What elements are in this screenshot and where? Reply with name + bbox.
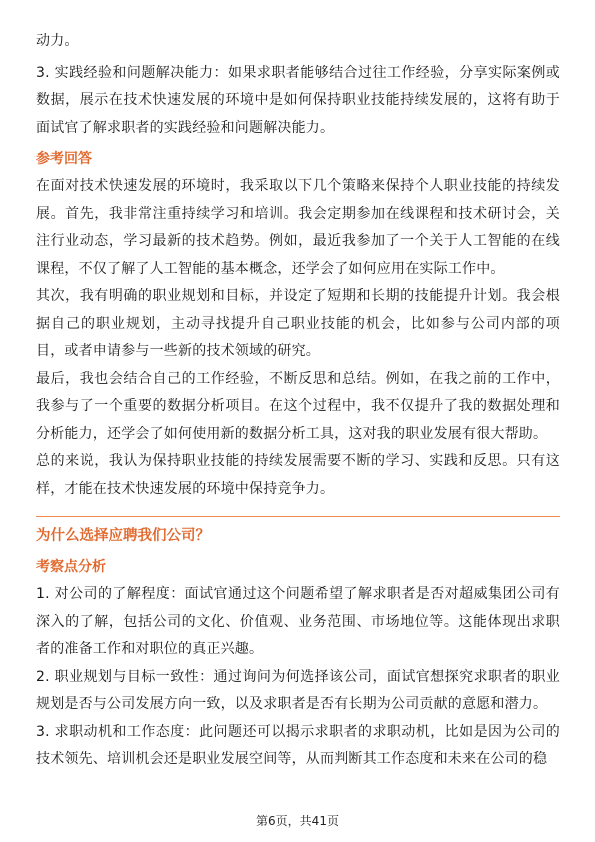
analysis-point-1: 1. 对公司的了解程度：面试官通过这个问题希望了解求职者是否对超威集团公司有深入的了解，包括公司的文化、价值观、业务范围、市场地位等。这能体现出求职者的准备工作和对职位的真正兴趣。	[36, 586, 560, 657]
reference-answer-heading: 参考回答	[36, 151, 92, 167]
answer-paragraph-3: 最后，我也会结合自己的工作经验，不断反思和总结。例如，在我之前的工作中，我参与了一个重要的数据分析项目。在这个过程中，我不仅提升了我的数据处理和分析能力，还学会了如何使用新的数据分析工具，这对我的职业发展有很大帮助。	[36, 370, 560, 442]
document-page	[36, 28, 560, 774]
answer-paragraph-1: 在面对技术快速发展的环境时，我采取以下几个策略来保持个人职业技能的持续发展。首先，我非常注重持续学习和培训。我会定期参加在线课程和技术研讨会，关注行业动态，学习最新的技术趋势。例如，最近我参加了一个关于人工智能的在线课程，不仅了解了人工智能的基本概念，还学会了如何应用在实际工作中。	[36, 178, 560, 277]
analysis-point-3: 3. 实践经验和问题解决能力：如果求职者能够结合过往工作经验，分享实际案例或数据，展示在技术快速发展的环境中是如何保持职业技能持续发展的，这将有助于面试官了解求职者的实践经验和问题解决能力。	[36, 64, 560, 136]
answer-paragraph-2: 其次，我有明确的职业规划和目标，并设定了短期和长期的技能提升计划。我会根据自己的职业规划，主动寻找提升自己职业技能的机会，比如参与公司内部的项目，或者申请参与一些新的技术领域的研究。	[36, 288, 560, 359]
answer-paragraph-4: 总的来说，我认为保持职业技能的持续发展需要不断的学习、实践和反思。只有这样，才能在技术快速发展的环境中保持竞争力。	[36, 453, 560, 497]
continuation-text: 动力。	[36, 33, 79, 49]
analysis-point-2: 2. 职业规划与目标一致性：通过询问为何选择该公司，面试官想探究求职者的职业规划是否与公司发展方向一致，以及求职者是否有长期为公司贡献的意愿和潜力。	[36, 668, 560, 712]
analysis-heading: 考察点分析	[36, 559, 106, 575]
question-title: 为什么选择应聘我们公司？	[36, 528, 210, 544]
analysis-point-3b: 3. 求职动机和工作态度：此问题还可以揭示求职者的求职动机，比如是因为公司的技术领先、培训机会还是职业发展空间等，从而判断其工作态度和未来在公司的稳	[36, 723, 560, 767]
section-divider	[36, 516, 560, 517]
page-number: 第6页，共41页	[256, 814, 339, 828]
